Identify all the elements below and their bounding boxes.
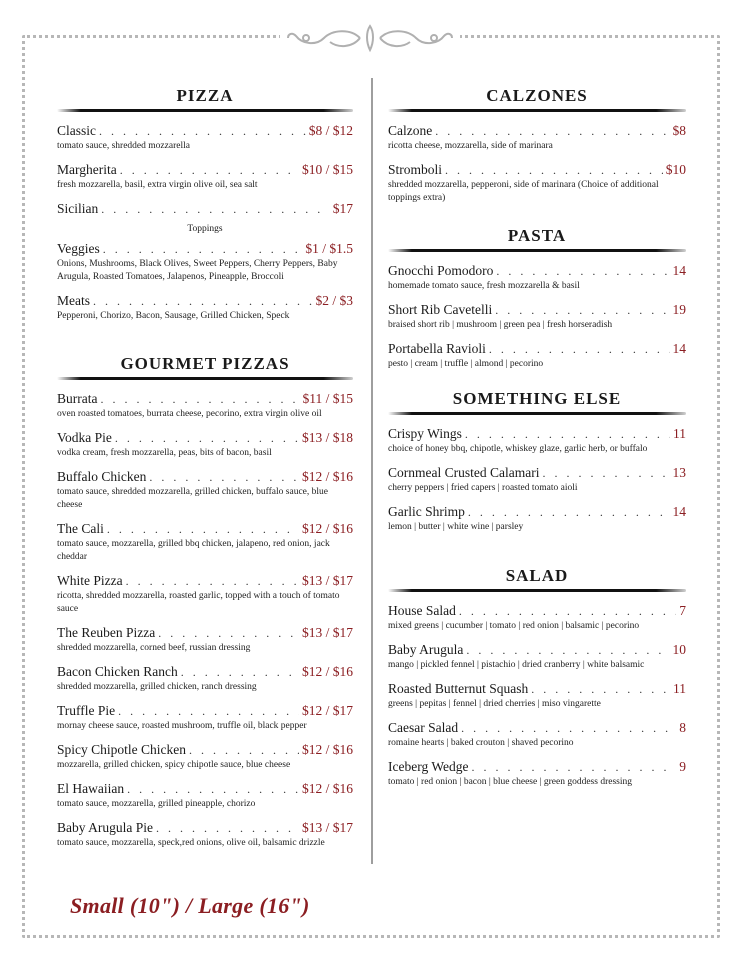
menu-item xyxy=(388,301,686,332)
leader-dots xyxy=(531,681,670,698)
item-description: greens | pepitas | fennel | dried cherries | miso vingarette xyxy=(388,699,601,709)
item-description: mixed greens | cucumber | tomato | red onion | balsamic | pecorino xyxy=(388,621,640,631)
item-description: ricotta, shredded mozzarella, roasted garlic, topped with a touch of tomato sauce xyxy=(57,591,340,614)
item-price: $11 / $15 xyxy=(302,391,353,406)
leader-dots xyxy=(466,642,669,659)
item-name: Gnocchi Pomodoro xyxy=(388,263,494,278)
leader-dots xyxy=(465,426,670,443)
item-description: cherry peppers | fried capers | roasted tomato aioli xyxy=(388,483,578,493)
section-title-pasta: PASTA xyxy=(507,226,567,245)
item-price: 7 xyxy=(679,603,686,618)
menu-item xyxy=(57,780,353,811)
leader-dots xyxy=(126,573,299,590)
item-description: romaine hearts | baked crouton | shaved pecorino xyxy=(388,738,574,748)
item-description: oven roasted tomatoes, burrata cheese, pecorino, extra virgin olive oil xyxy=(57,409,322,419)
leader-dots xyxy=(101,201,330,218)
item-description: ricotta cheese, mozzarella, side of marinara xyxy=(388,141,553,151)
item-price: 11 xyxy=(673,426,686,441)
pizza-sizes-note: Small (10") / Large (16") xyxy=(70,893,310,918)
gourmet-section xyxy=(57,354,353,858)
section-rule xyxy=(388,589,686,592)
menu-item xyxy=(388,464,686,495)
menu-item xyxy=(57,741,353,772)
item-description: shredded mozzarella, pepperoni, side of marinara (Choice of additional toppings extra) xyxy=(388,180,659,203)
menu-item xyxy=(388,602,686,633)
menu-item xyxy=(388,161,686,205)
item-name: Classic xyxy=(57,123,96,138)
leader-dots xyxy=(93,293,312,310)
section-rule xyxy=(388,109,686,112)
item-name: Vodka Pie xyxy=(57,430,112,445)
item-name: Baby Arugula xyxy=(388,642,464,657)
menu-item xyxy=(388,122,686,153)
leader-dots xyxy=(461,720,676,737)
item-description: choice of honey bbq, chipotle, whiskey glaze, garlic herb, or buffalo xyxy=(388,444,648,454)
leader-dots xyxy=(107,521,299,538)
item-name: The Cali xyxy=(57,521,104,536)
section-rule xyxy=(57,109,353,112)
leader-dots xyxy=(445,162,663,179)
item-description: tomato sauce, mozzarella, grilled pineapple, chorizo xyxy=(57,799,256,809)
item-description: tomato sauce, shredded mozzarella, grilled chicken, buffalo sauce, blue cheese xyxy=(57,487,328,510)
item-price: 19 xyxy=(672,302,686,317)
item-price: $12 / $16 xyxy=(301,742,353,757)
item-description: tomato | red onion | bacon | blue cheese | green goddess dressing xyxy=(388,777,632,787)
item-price: $8 / $12 xyxy=(308,123,353,138)
item-description: mornay cheese sauce, roasted mushroom, truffle oil, black pepper xyxy=(57,721,307,731)
item-price: $13 / $17 xyxy=(301,625,353,640)
calzones-section xyxy=(388,86,686,213)
item-name: Caesar Salad xyxy=(388,720,459,735)
menu-item xyxy=(388,262,686,293)
item-price: $12 / $16 xyxy=(301,781,353,796)
item-name: Short Rib Cavetelli xyxy=(388,302,493,317)
item-price: $10 / $15 xyxy=(301,162,353,177)
item-price: $13 / $17 xyxy=(301,820,353,835)
leader-dots xyxy=(156,820,299,837)
item-name: White Pizza xyxy=(57,573,123,588)
leader-dots xyxy=(496,263,669,280)
salad-section xyxy=(388,566,686,797)
item-name: Portabella Ravioli xyxy=(388,341,486,356)
leader-dots xyxy=(115,430,299,447)
leader-dots xyxy=(468,504,670,521)
section-title-pizza: PIZZA xyxy=(176,86,234,105)
flourish-ornament-icon xyxy=(280,22,460,54)
item-name: Margherita xyxy=(57,162,117,177)
menu-item xyxy=(57,390,353,421)
something-else-section xyxy=(388,389,686,542)
item-name: Stromboli xyxy=(388,162,443,177)
item-name: Veggies xyxy=(57,241,100,256)
item-description: vodka cream, fresh mozzarella, peas, bits of bacon, basil xyxy=(57,448,272,458)
leader-dots xyxy=(120,162,299,179)
item-name: Baby Arugula Pie xyxy=(57,820,153,835)
leader-dots xyxy=(149,469,299,486)
leader-dots xyxy=(472,759,677,776)
menu-item xyxy=(57,819,353,850)
item-name: Garlic Shrimp xyxy=(388,504,465,519)
item-description: Onions, Mushrooms, Black Olives, Sweet Peppers, Cherry Peppers, Baby Arugula, Roasted Tomatoes, Jalapenos, Pineapple, Broccoli xyxy=(57,259,338,282)
leader-dots xyxy=(118,703,299,720)
menu-item xyxy=(388,758,686,789)
item-description: mango | pickled fennel | pistachio | dried cranberry | white balsamic xyxy=(388,660,645,670)
item-description: tomato sauce, mozzarella, grilled bbq chicken, jalapeno, red onion, jack cheddar xyxy=(57,539,330,562)
item-name: Iceberg Wedge xyxy=(388,759,469,774)
item-price: $13 / $18 xyxy=(301,430,353,445)
column-divider xyxy=(371,78,373,864)
item-description: Pepperoni, Chorizo, Bacon, Sausage, Grilled Chicken, Speck xyxy=(57,311,290,321)
item-description: homemade tomato sauce, fresh mozzarella & basil xyxy=(388,281,580,291)
section-rule xyxy=(388,249,686,252)
menu-item xyxy=(57,429,353,460)
leader-dots xyxy=(489,341,670,358)
item-name: Meats xyxy=(57,293,90,308)
item-price: $2 / $3 xyxy=(315,293,353,308)
item-price: $12 / $16 xyxy=(301,469,353,484)
item-name: Cornmeal Crusted Calamari xyxy=(388,465,540,480)
item-name: Bacon Chicken Ranch xyxy=(57,664,178,679)
item-name: Burrata xyxy=(57,391,98,406)
item-price: $10 xyxy=(665,162,686,177)
menu-item xyxy=(57,468,353,512)
section-title-salad: SALAD xyxy=(505,566,569,585)
item-name: Roasted Butternut Squash xyxy=(388,681,529,696)
item-name: Crispy Wings xyxy=(388,426,462,441)
menu-item xyxy=(388,719,686,750)
item-name: Sicilian xyxy=(57,201,99,216)
item-description: braised short rib | mushroom | green pea | fresh horseradish xyxy=(388,320,613,330)
item-price: 13 xyxy=(672,465,686,480)
toppings-heading: Toppings xyxy=(187,224,223,234)
item-name: The Reuben Pizza xyxy=(57,625,156,640)
item-name: Truffle Pie xyxy=(57,703,116,718)
menu-item xyxy=(388,503,686,534)
section-rule xyxy=(57,377,353,380)
leader-dots xyxy=(189,742,299,759)
menu-item xyxy=(57,240,353,284)
item-name: Calzone xyxy=(388,123,433,138)
item-name: Buffalo Chicken xyxy=(57,469,147,484)
item-description: pesto | cream | truffle | almond | pecorino xyxy=(388,359,544,369)
leader-dots xyxy=(542,465,669,482)
pizza-section xyxy=(57,86,353,331)
menu-item xyxy=(388,641,686,672)
item-description: mozzarella, grilled chicken, spicy chipotle sauce, blue cheese xyxy=(57,760,291,770)
item-price: $12 / $16 xyxy=(301,664,353,679)
section-title-calzones: CALZONES xyxy=(486,86,588,105)
item-price: 8 xyxy=(679,720,686,735)
menu-item xyxy=(57,292,353,323)
leader-dots xyxy=(103,241,303,258)
menu-item xyxy=(57,624,353,655)
item-price: $1 / $1.5 xyxy=(305,241,353,256)
item-description: fresh mozzarella, basil, extra virgin olive oil, sea salt xyxy=(57,180,258,190)
leader-dots xyxy=(100,391,299,408)
section-title-gourmet: GOURMET PIZZAS xyxy=(120,354,290,373)
menu-item xyxy=(57,161,353,192)
item-price: 11 xyxy=(673,681,686,696)
menu-item xyxy=(57,122,353,153)
menu-item xyxy=(57,520,353,564)
item-price: 14 xyxy=(672,263,686,278)
menu-item xyxy=(388,340,686,371)
item-description: lemon | butter | white wine | parsley xyxy=(388,522,524,532)
leader-dots xyxy=(495,302,669,319)
menu-item xyxy=(388,680,686,711)
item-description: tomato sauce, shredded mozzarella xyxy=(57,141,190,151)
item-description: shredded mozzarella, corned beef, russian dressing xyxy=(57,643,251,653)
leader-dots xyxy=(435,123,669,140)
item-price: $12 / $17 xyxy=(301,703,353,718)
menu-item xyxy=(57,572,353,616)
leader-dots xyxy=(459,603,676,620)
leader-dots xyxy=(127,781,299,798)
item-price: 14 xyxy=(672,341,686,356)
item-name: House Salad xyxy=(388,603,456,618)
leader-dots xyxy=(181,664,299,681)
section-title-something-else: SOMETHING ELSE xyxy=(452,389,622,408)
item-price: $8 xyxy=(672,123,686,138)
item-price: 9 xyxy=(679,759,686,774)
item-price: $17 xyxy=(332,201,353,216)
menu-item xyxy=(57,663,353,694)
item-name: Spicy Chipotle Chicken xyxy=(57,742,186,757)
item-price: $12 / $16 xyxy=(301,521,353,536)
item-price: $13 / $17 xyxy=(301,573,353,588)
item-price: 14 xyxy=(672,504,686,519)
section-rule xyxy=(388,412,686,415)
item-name: El Hawaiian xyxy=(57,781,125,796)
menu-item xyxy=(57,200,353,218)
leader-dots xyxy=(158,625,299,642)
leader-dots xyxy=(99,123,306,140)
item-price: 10 xyxy=(672,642,686,657)
item-description: tomato sauce, mozzarella, speck,red onions, olive oil, balsamic drizzle xyxy=(57,838,325,848)
menu-item xyxy=(388,425,686,456)
pasta-section xyxy=(388,226,686,379)
item-description: shredded mozzarella, grilled chicken, ranch dressing xyxy=(57,682,257,692)
menu-item xyxy=(57,702,353,733)
